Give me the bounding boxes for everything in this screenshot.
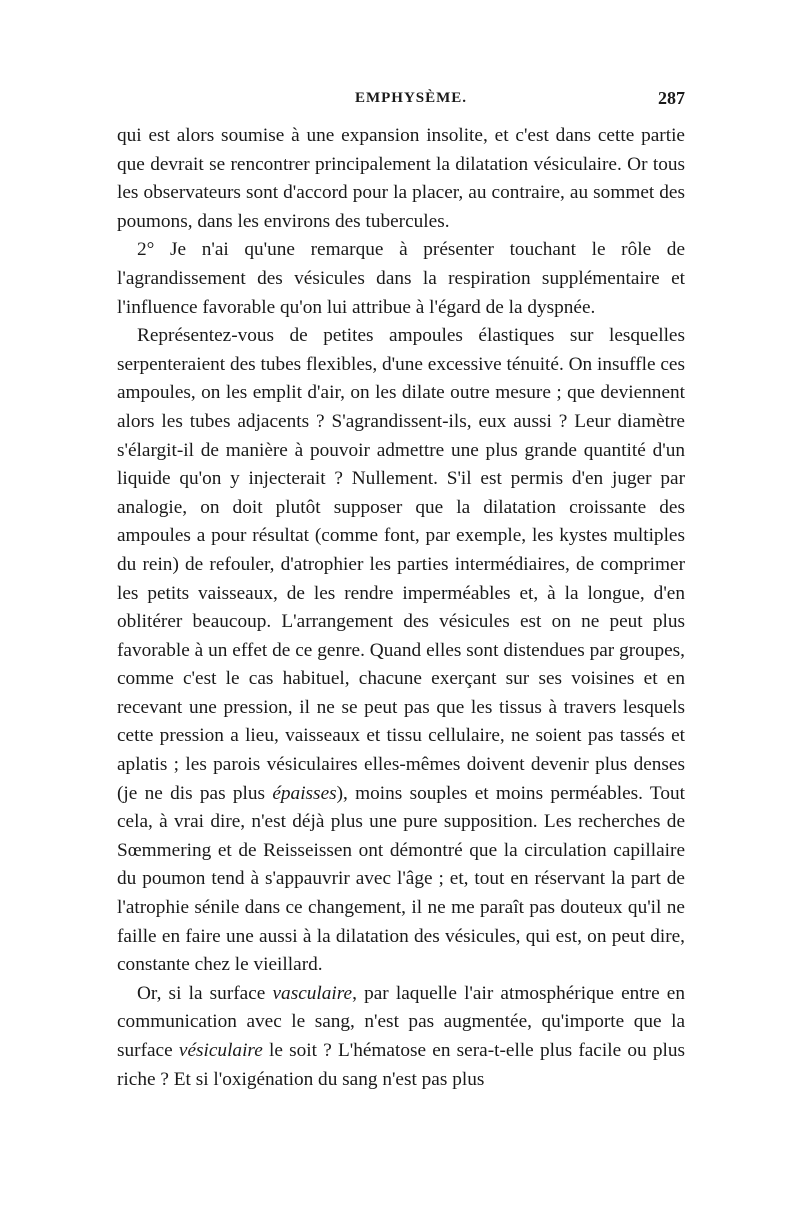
italic-text: vasculaire [272, 982, 353, 1004]
text-run: Or, si la surface [137, 982, 273, 1004]
paragraph [117, 236, 685, 322]
paragraph [117, 322, 685, 980]
body-text [117, 122, 685, 1094]
paragraph [117, 122, 685, 236]
text-run: qui est alors soumise à une expansion insolite, et c'est dans cette partie que devrait se rencontrer principalement la dilatation vésiculaire. Or tous les observateurs sont d'accord pour la placer, au contraire, au sommet des poumons, dans les environs des tubercules. [117, 125, 685, 232]
text-run: le soit ? L'hématose en sera-t-elle plus facile ou plus riche ? Et si l'oxigénation du sang n'est pas plus [117, 1040, 685, 1090]
text-run: , par laquelle l'air atmosphérique entre en communication avec le sang, n'est pas augmentée, qu'importe que la surface [117, 982, 685, 1061]
page-number: 287 [658, 88, 685, 108]
text-run: Représentez-vous de petites ampoules élastiques sur lesquelles serpenteraient des tubes flexibles, d'une excessive ténuité. On insuffle ces ampoules, on les emplit d'air, on les dilate outre mesure ; que deviennent alors les tubes adjacents ? S'agrandissent-ils, eux aussi ? Leur diamètre s'élargit-il de manière à pouvoir admettre une plus grande quantité d'un liquide qu'on y injecterait ? Nullement. S'il est permis d'en juger par analogie, on doit plutôt supposer que la dilatation croissante des ampoules a pour résultat (comme font, par exemple, les kystes multiples du rein) de refouler, d'atrophier les parties intermédiaires, de comprimer les petits vaisseaux, de les rendre imperméables et, à la longue, d'en oblitérer beaucoup. L'arrangement des vésicules est on ne peut plus favorable à un effet de ce genre. Quand elles sont distendues par groupes, comme c'est le cas habituel, chacune exerçant sur ses voisines et en recevant une pression, il ne se peut pas que les tissus à travers lesquels cette pression a lieu, vaisseaux et tissu cellulaire, ne soient pas tassés et aplatis ; les parois vésiculaires elles-mêmes doivent devenir plus denses (je ne dis pas plus [117, 325, 685, 804]
paragraph [117, 980, 685, 1094]
book-page [117, 86, 685, 1094]
text-run: ), moins souples et moins perméables. Tout cela, à vrai dire, n'est déjà plus une pure supposition. Les recherches de Sœmmering et de Reisseissen ont démontré que la circulation capillaire du poumon tend à s'appauvrir avec l'âge ; et, tout en réservant la part de l'atrophie sénile dans ce changement, il ne me paraît pas douteux qu'il ne faille en faire une aussi à la dilatation des vésicules, qui est, on peut dire, constante chez le vieillard. [117, 782, 685, 976]
italic-text: vésiculaire [178, 1040, 263, 1061]
running-title: EMPHYSÈME. [354, 90, 468, 106]
text-run: 2° Je n'ai qu'une remarque à présenter touchant le rôle de l'agrandissement des vésicules dans la respiration supplémentaire et l'influence favorable qu'on lui attribue à l'égard de la dyspnée. [117, 239, 685, 318]
page-header [117, 86, 685, 122]
italic-text: épaisses [272, 782, 337, 804]
